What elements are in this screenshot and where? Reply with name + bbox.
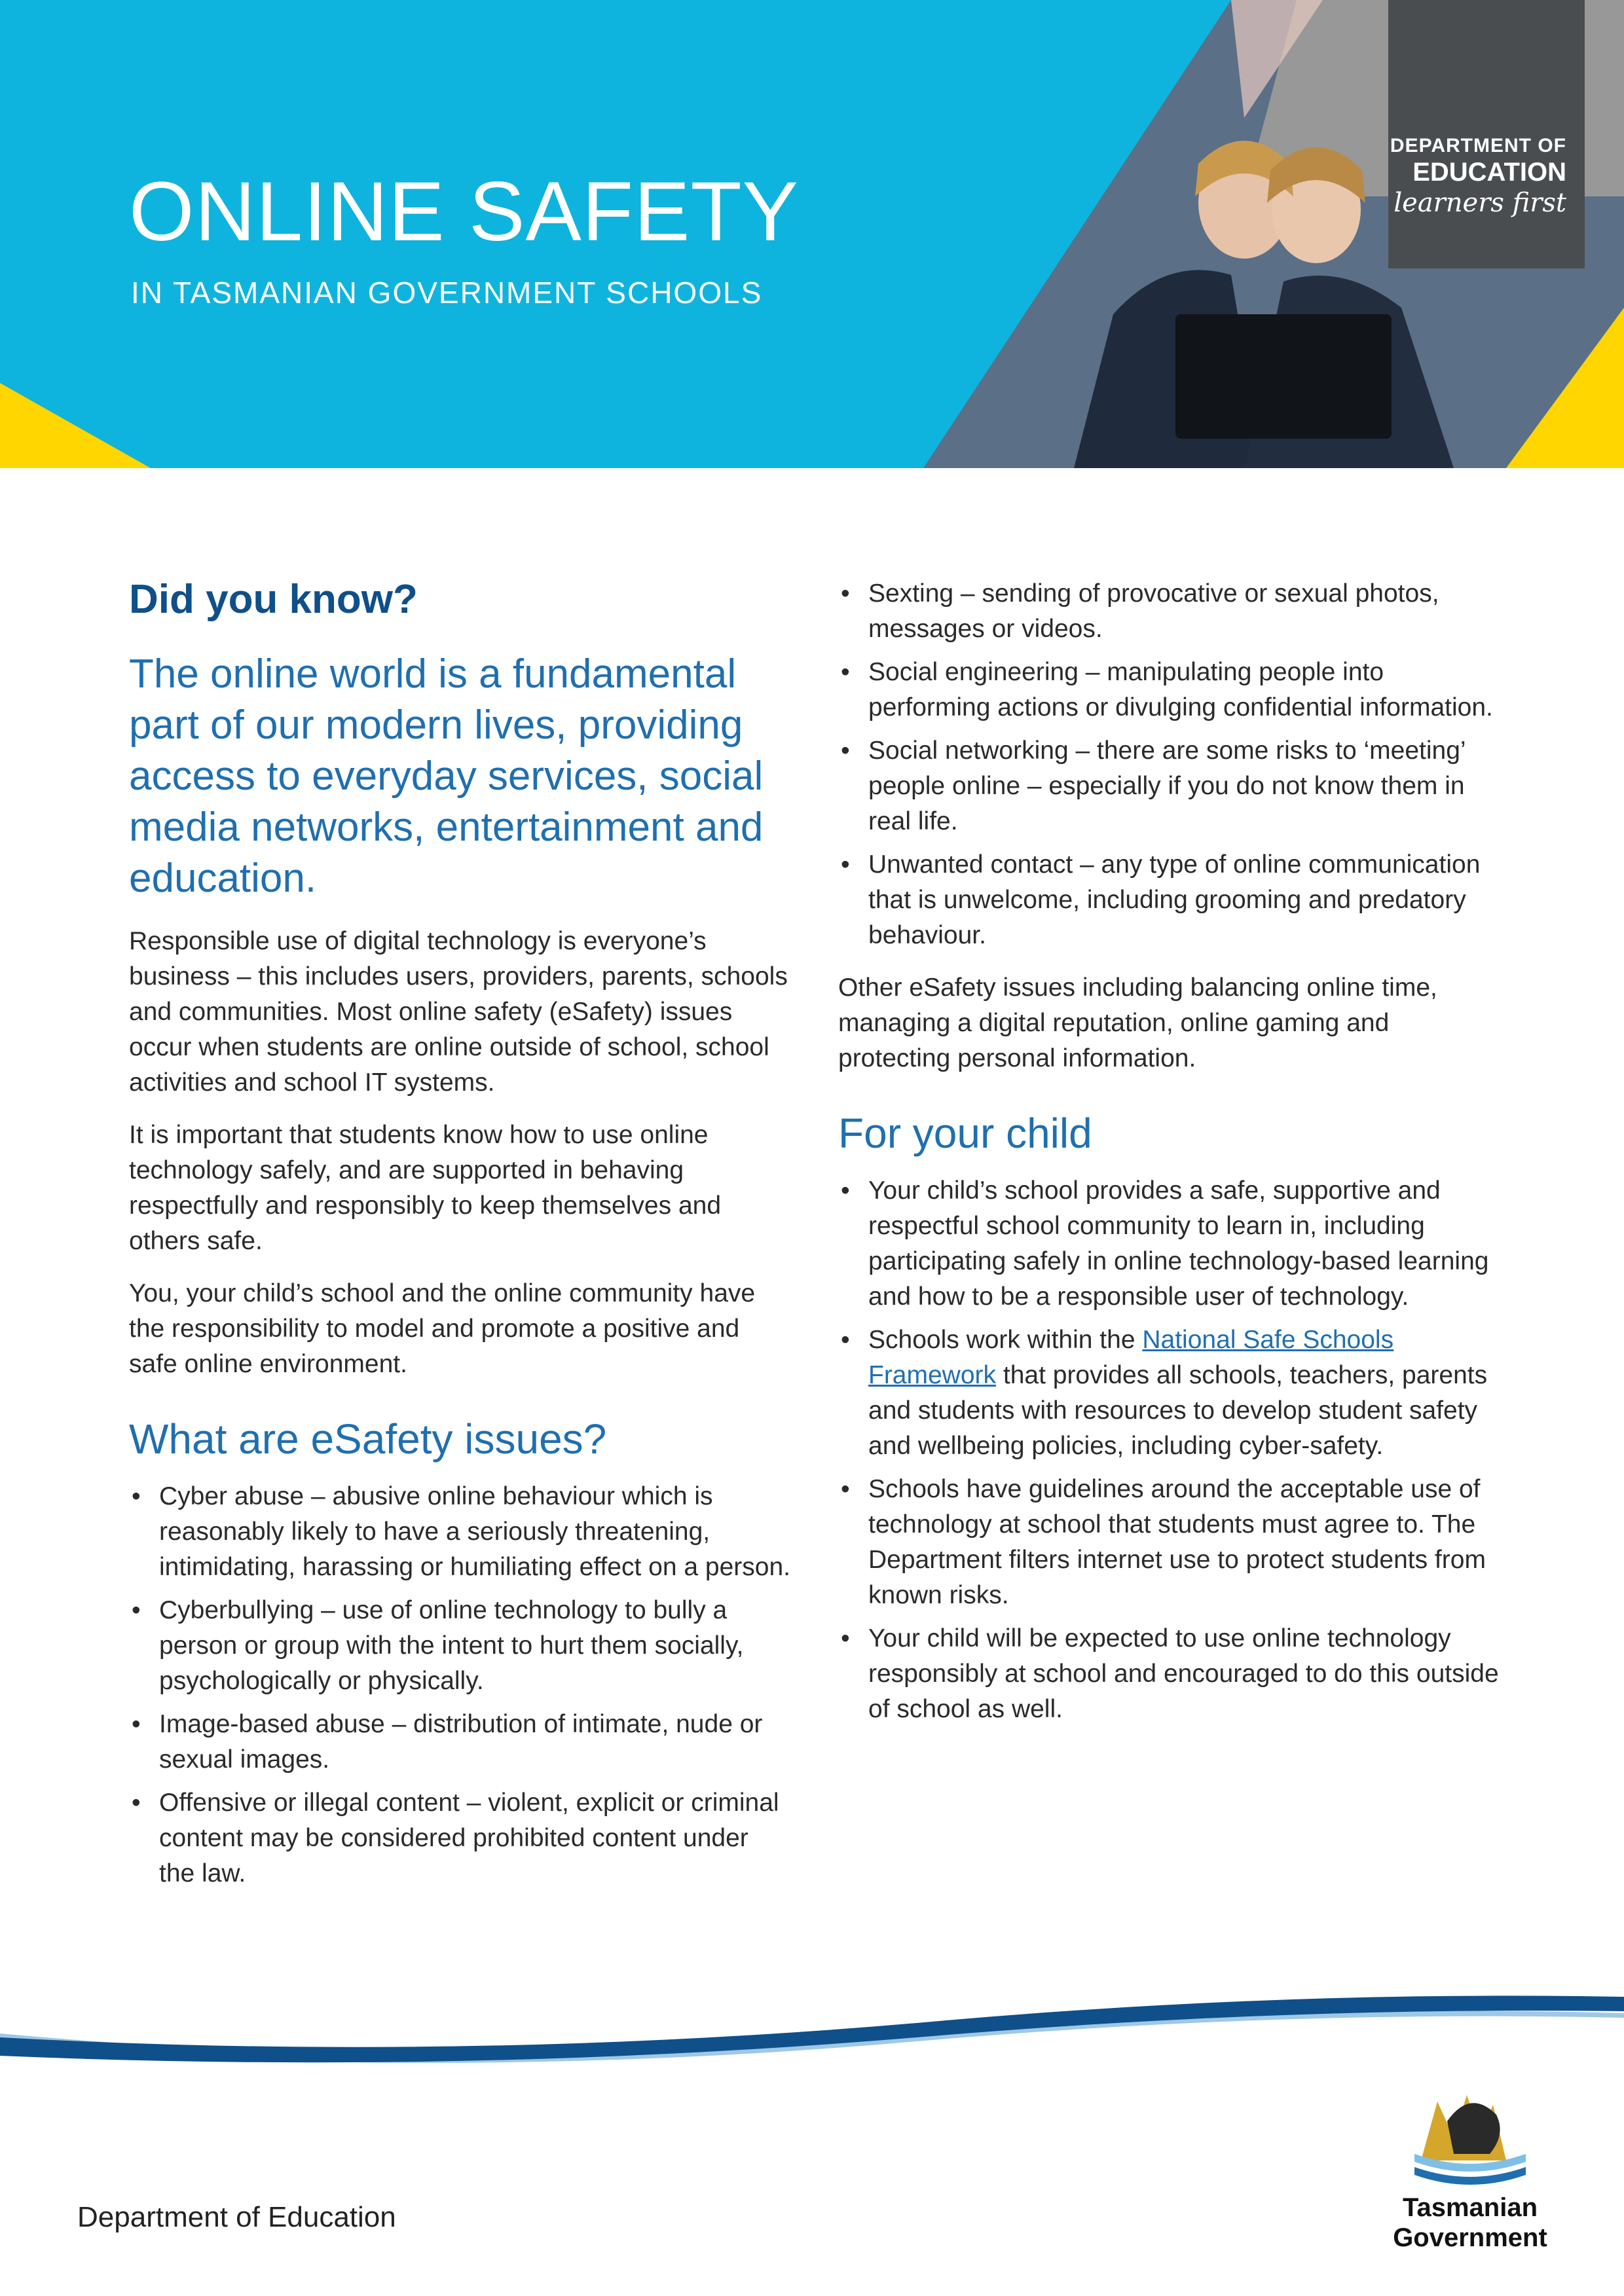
list-item: • Offensive or illegal content – violent, explicit or criminal content may be considered prohibited content under the law. [129,1785,790,1891]
list-item: • Your child will be expected to use online technology responsibly at school and encouraged to do this outside of school as well. [838,1621,1500,1727]
header-banner [0,0,1624,468]
page-subtitle: IN TASMANIAN GOVERNMENT SCHOOLS [131,276,763,310]
laptop-icon [1175,314,1392,439]
tas-logo-line2: Government [1393,2223,1547,2252]
list-item: • Unwanted contact – any type of online communication that is unwelcome, including grooming and predatory behaviour. [838,847,1500,953]
list-item: • Sexting – sending of provocative or sexual photos, messages or videos. [838,576,1500,647]
left-column [129,576,790,1908]
dept-logo-tagline: learners first [1393,188,1566,218]
dept-logo-line1: DEPARTMENT OF [1390,135,1566,156]
list-item [838,1322,1500,1464]
list-item-text: that provides all schools, teachers, parents and students with resources to develop student safety and wellbeing policies, including cyber-safety. [868,1361,1488,1460]
dept-logo-line2: EDUCATION [1412,158,1566,187]
national-safe-schools-framework-link[interactable]: National Safe Schools Framework [868,1326,1394,1389]
footer-wave [0,1977,1624,2082]
footer-department: Department of Education [77,2201,396,2233]
for-your-child-list [838,1173,1500,1727]
intro-paragraph: It is important that students know how to use online technology safely, and are supported in behaving respectfully and responsibly to keep themselves and others safe. [129,1121,722,1255]
list-item: • Social engineering – manipulating people into performing actions or divulging confidential information. [838,655,1500,725]
footer-wave-stripe [0,1995,1624,2062]
intro-lead: The online world is a fundamental part of our modern lives, providing access to everyday services, social media networks, entertainment and education. [129,651,764,901]
list-item: • Cyberbullying – use of online technology to bully a person or group with the intent to hurt them socially, psychologically or physically. [129,1593,790,1699]
intro-paragraph: Responsible use of digital technology is everyone’s business – this includes users, providers, parents, schools and communities. Most online safety (eSafety) issues occur when students are online outside of school, school activities and school IT systems. [129,927,788,1097]
intro-paragraph: You, your child’s school and the online community have the responsibility to model and promote a positive and safe online environment. [129,1279,756,1378]
right-column [838,576,1500,1744]
esafety-issues-heading: What are eSafety issues? [129,1415,607,1463]
did-you-know-heading: Did you know? [129,577,418,622]
tasmanian-government-logo [1375,2075,1565,2272]
list-item: • Your child’s school provides a safe, supportive and respectful school community to learn in, including participating safely in online technology-based learning and how to be a responsible user of technology. [838,1173,1500,1315]
list-item: • Schools have guidelines around the acceptable use of technology at school that students must agree to. The Department filters internet use to protect students from known risks. [838,1472,1500,1613]
for-your-child-heading: For your child [838,1110,1092,1157]
esafety-issues-list [129,1479,790,1891]
list-item: • Social networking – there are some risks to ‘meeting’ people online – especially if you do not know them in real life. [838,733,1500,839]
tasmanian-tiger-icon [1375,2075,1565,2193]
esafety-issues-list-continued [838,576,1500,953]
tas-logo-line1: Tasmanian [1403,2193,1538,2222]
page-title: ONLINE SAFETY [129,165,799,259]
department-logo [1388,0,1585,268]
list-item: • Cyber abuse – abusive online behaviour which is reasonably likely to have a seriously threatening, intimidating, harassing or humiliating effect on a person. [129,1479,790,1585]
list-item-text: Schools work within the [868,1326,1143,1354]
list-item: • Image-based abuse – distribution of intimate, nude or sexual images. [129,1707,790,1777]
other-issues-paragraph: Other eSafety issues including balancing online time, managing a digital reputation, online gaming and protecting personal information. [838,974,1437,1072]
